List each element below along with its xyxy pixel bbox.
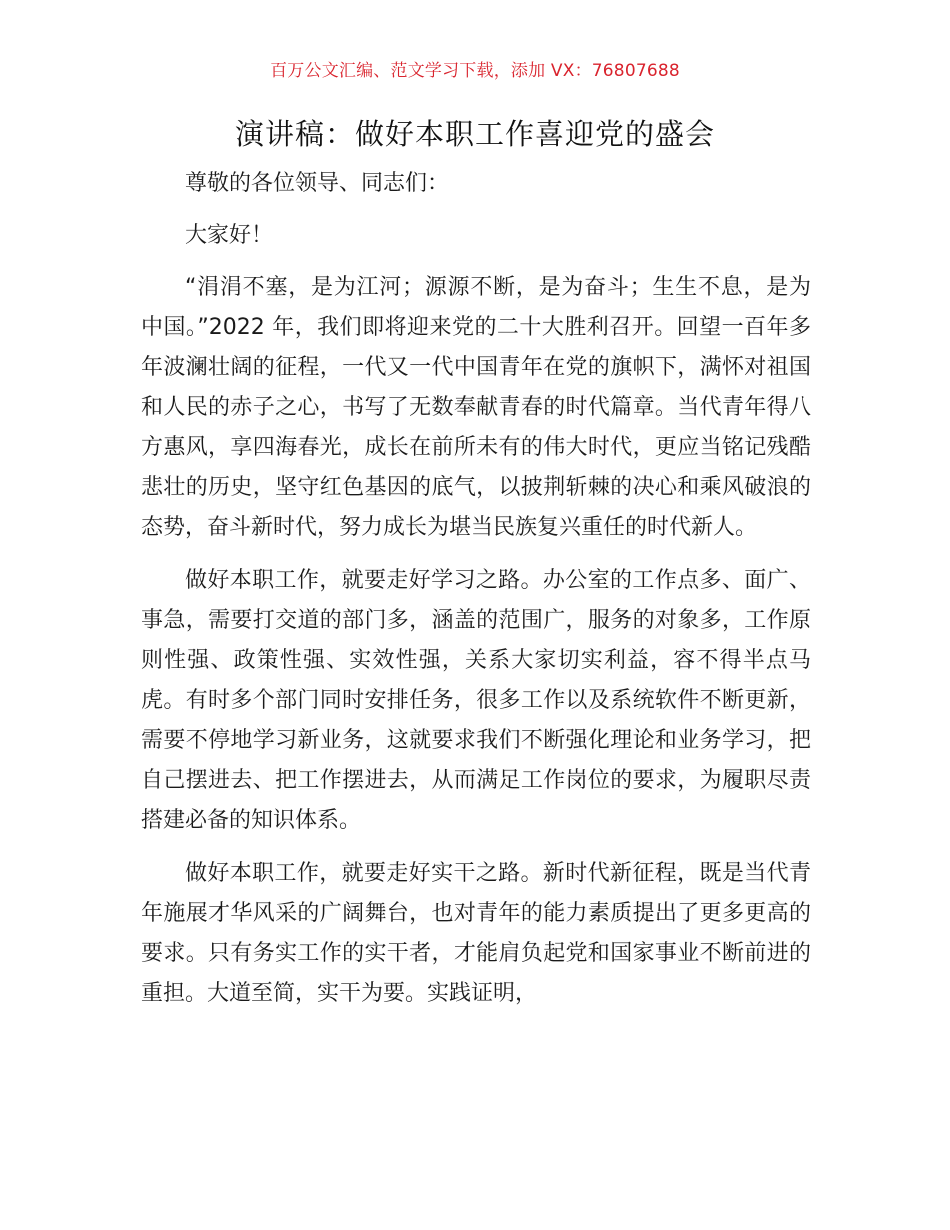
header-ad-text: 百万公文汇编、范文学习下载，添加 VX：76807688 xyxy=(270,61,680,81)
paragraph-3: 做好本职工作，就要走好实干之路。新时代新征程，既是当代青年施展才华风采的广阔舞台，也对青年的能力素质提出了更多更高的要求。只有务实工作的实干者，才能肩负起党和国家事业不断前进的重担。大道至简，实干为要。实践证明， xyxy=(141,861,811,1006)
salutation: 尊敬的各位领导、同志们： xyxy=(185,171,450,196)
document-title: 演讲稿：做好本职工作喜迎党的盛会 xyxy=(234,117,715,151)
document-body xyxy=(141,164,811,1027)
paragraph-1: “涓涓不塞，是为江河；源源不断，是为奋斗；生生不息，是为中国。”2022 年，我们即将迎来党的二十大胜利召开。回望一百年多年波澜壮阔的征程，一代又一代中国青年在党的旗帜下，满怀对祖国和人民的赤子之心，书写了无数奉献青春的时代篇章。当代青年得八方惠风，享四海春光，成长在前所未有的伟大时代，更应当铭记残酷悲壮的历史，坚守红色基因的底气，以披荆斩棘的决心和乘风破浪的态势，奋斗新时代，努力成长为堪当民族复兴重任的时代新人。 xyxy=(141,275,811,540)
paragraph-2: 做好本职工作，就要走好学习之路。办公室的工作点多、面广、事急，需要打交道的部门多，涵盖的范围广，服务的对象多，工作原则性强、政策性强、实效性强，关系大家切实利益，容不得半点马虎。有时多个部门同时安排任务，很多工作以及系统软件不断更新，需要不停地学习新业务，这就要求我们不断强化理论和业务学习，把自己摆进去、把工作摆进去，从而满足工作岗位的要求，为履职尽责搭建必备的知识体系。 xyxy=(141,568,811,833)
greeting: 大家好！ xyxy=(185,223,274,248)
